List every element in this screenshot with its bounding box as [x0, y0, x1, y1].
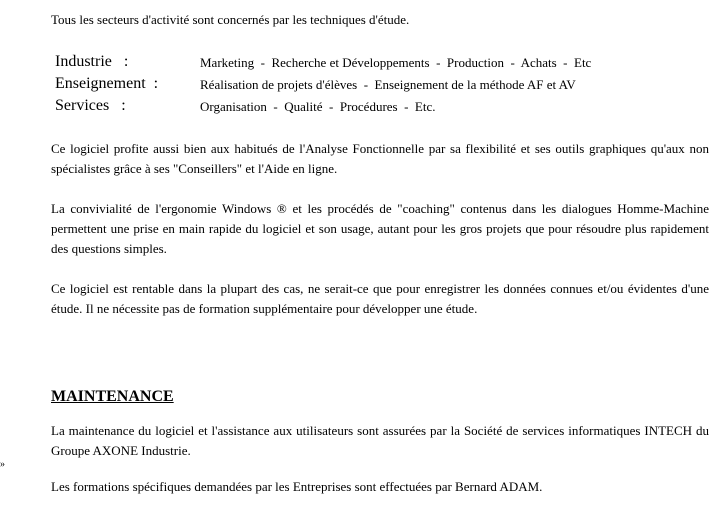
sector-description: Réalisation de projets d'élèves - Enseignement de la méthode AF et AV: [200, 77, 576, 92]
sector-name: Enseignement :: [55, 75, 159, 92]
paragraph-training: Les formations spécifiques demandées par les Entreprises sont effectuées par Bernard ADAM.: [51, 479, 543, 494]
paragraph-profitability: Ce logiciel est rentable dans la plupart des cas, ne serait-ce que pour enregistrer les données connues et/ou évidentes d'une étude. Il ne nécessite pas de formation supplémentaire pour développer une étude.: [51, 281, 709, 316]
paragraph-maintenance: La maintenance du logiciel et l'assistance aux utilisateurs sont assurées par la Société de services informatiques INTECH du Groupe AXONE Industrie.: [51, 423, 709, 458]
sector-description: Marketing - Recherche et Développements - Production - Achats - Etc: [200, 55, 592, 70]
paragraph-flexibility: Ce logiciel profite aussi bien aux habitués de l'Analyse Fonctionnelle par sa flexibilité et ses outils graphiques qu'aux non spécialistes grâce à ses "Conseillers" et l'Aide en ligne.: [51, 141, 709, 176]
sector-list: [55, 51, 695, 117]
stray-guillemet: »: [0, 459, 5, 470]
sector-name: Services :: [55, 97, 126, 114]
sector-name: Industrie :: [55, 53, 129, 70]
paragraph-ergonomics: La convivialité de l'ergonomie Windows ® et les procédés de "coaching" contenus dans les dialogues Homme-Machine permettent une prise en main rapide du logiciel et son usage, autant pour les gros projets que pour résoudre plus rapidement des questions simples.: [51, 201, 709, 256]
sector-row-industrie: [55, 51, 695, 73]
sector-description: Organisation - Qualité - Procédures - Etc.: [200, 99, 436, 114]
sector-row-enseignement: [55, 73, 695, 95]
intro-text: Tous les secteurs d'activité sont concernés par les techniques d'étude.: [51, 12, 410, 27]
maintenance-heading: MAINTENANCE: [51, 388, 174, 405]
sector-row-services: [55, 95, 695, 117]
